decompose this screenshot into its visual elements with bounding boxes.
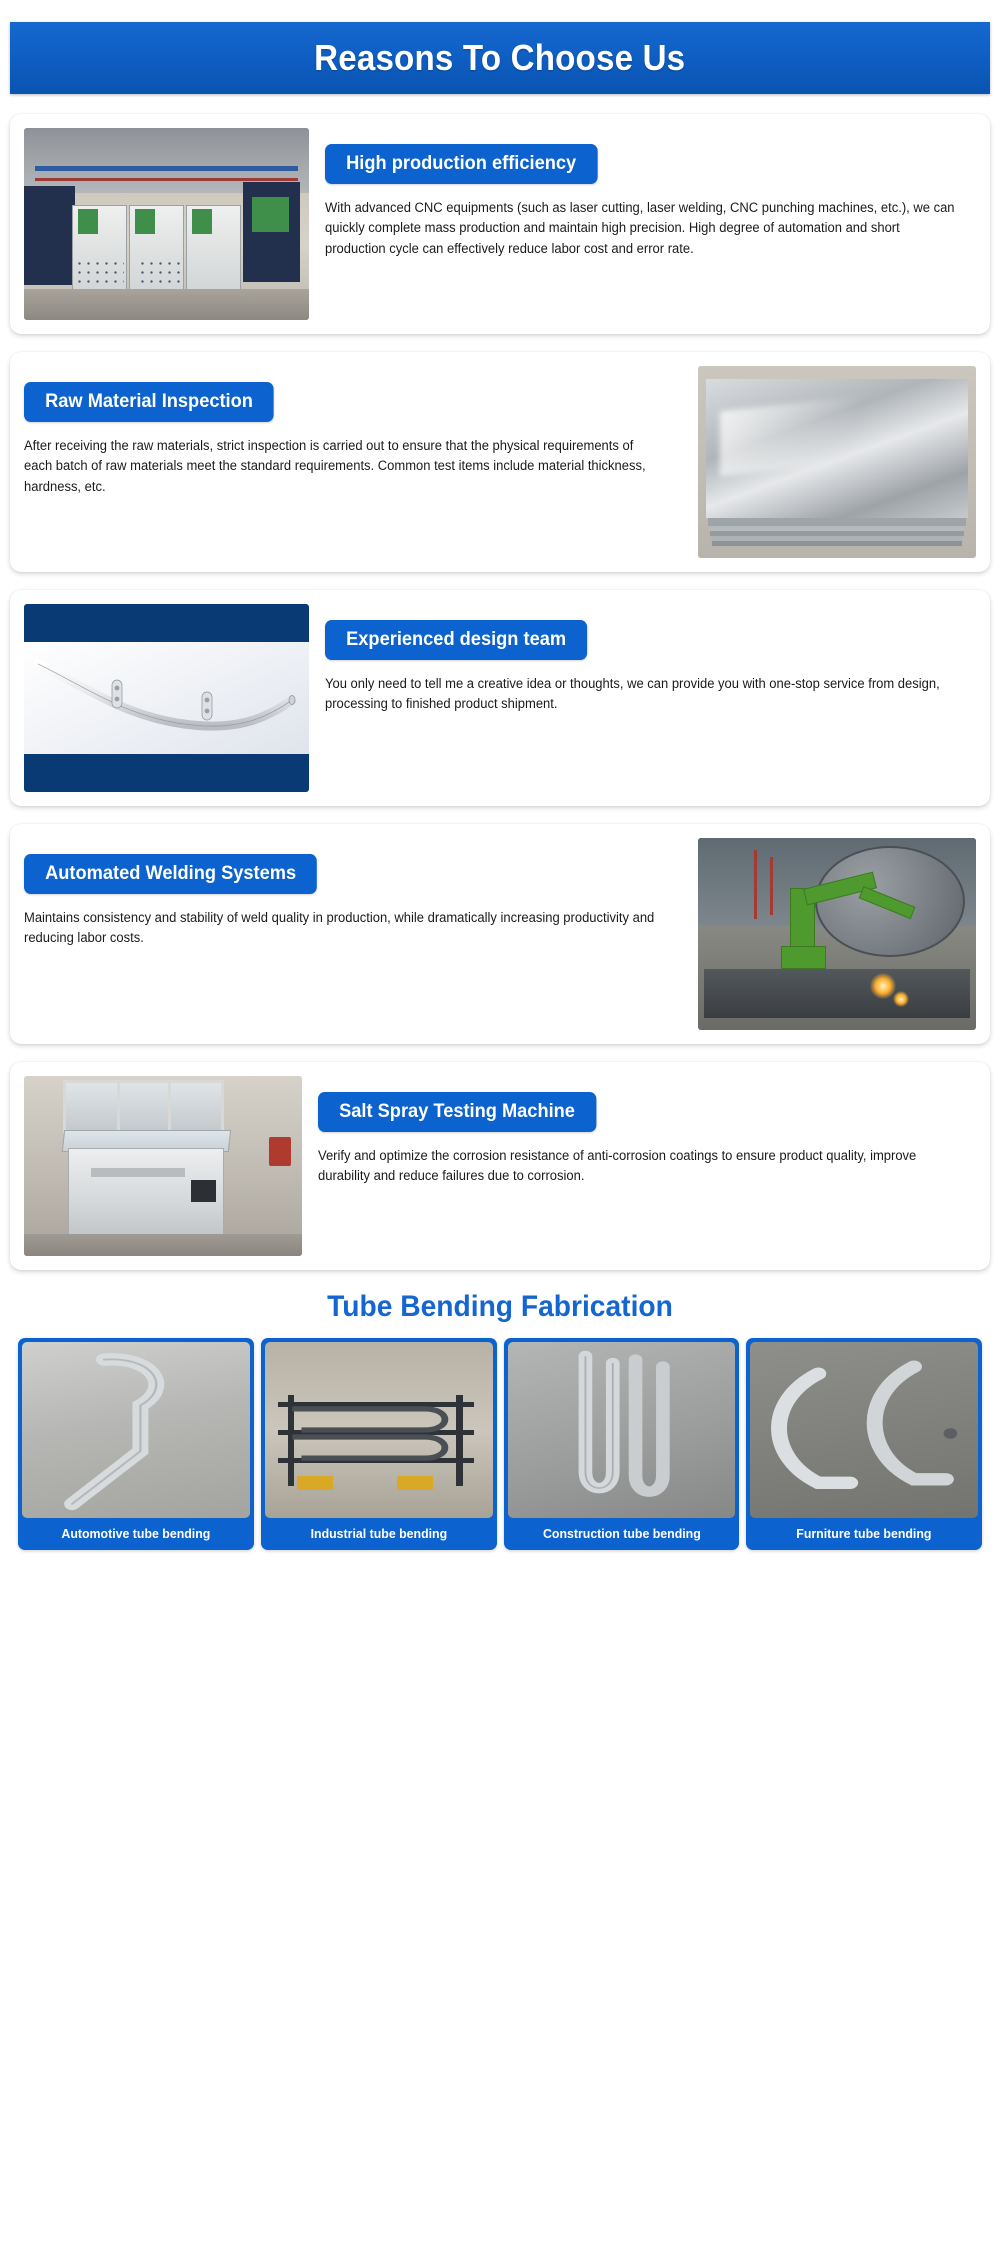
feature-description: After receiving the raw materials, strict inspection is carried out to ensure that the physical requirements of each batch of raw materials meet the standard requirements. Common test items include material thickness, hardness, etc.	[24, 438, 646, 494]
gallery-item[interactable]	[746, 1338, 982, 1550]
industrial-bent-tube-rack-photo	[265, 1342, 493, 1518]
gallery-item-caption: Automotive tube bending	[61, 1526, 211, 1541]
feature-card-experienced-design-team	[10, 590, 990, 806]
feature-card-automated-welding-systems	[10, 824, 990, 1044]
feature-card-body	[318, 1076, 976, 1187]
feature-title-badge: Automated Welding Systems	[24, 854, 317, 894]
cnc-production-line-photo	[24, 128, 309, 320]
construction-bent-tube-photo	[508, 1342, 736, 1518]
feature-title-badge: Salt Spray Testing Machine	[318, 1092, 596, 1132]
feature-card-body	[24, 366, 682, 497]
page-title: Reasons To Choose Us	[314, 37, 686, 78]
robotic-welding-cell-photo	[698, 838, 976, 1030]
page-banner	[10, 22, 990, 94]
gallery-item[interactable]	[18, 1338, 254, 1550]
feature-card-raw-material-inspection	[10, 352, 990, 572]
stainless-steel-sheets-photo	[698, 366, 976, 558]
feature-card-high-production-efficiency	[10, 114, 990, 334]
automotive-bent-tube-photo	[22, 1342, 250, 1518]
feature-title-badge: Experienced design team	[325, 620, 587, 660]
feature-title-badge: Raw Material Inspection	[24, 382, 274, 422]
gallery-item[interactable]	[261, 1338, 497, 1550]
feature-description: You only need to tell me a creative idea or thoughts, we can provide you with one-stop service from design, processing to finished product shipment.	[325, 676, 940, 712]
gallery-item[interactable]	[504, 1338, 740, 1550]
product-feature-page	[0, 22, 1000, 1560]
feature-card-body	[24, 838, 682, 949]
feature-description: With advanced CNC equipments (such as laser cutting, laser welding, CNC punching machines, etc.), we can quickly complete mass production and maintain high precision. High degree of automation and short production cycle can effectively reduce labor cost and error rate.	[325, 200, 955, 256]
gallery-item-caption: Construction tube bending	[542, 1526, 701, 1541]
furniture-bent-tube-photo	[750, 1342, 978, 1518]
gallery-item-caption: Industrial tube bending	[310, 1526, 447, 1541]
feature-description: Maintains consistency and stability of weld quality in production, while dramatically increasing productivity and reducing labor costs.	[24, 910, 655, 946]
tube-bending-gallery	[10, 1338, 990, 1560]
feature-title-badge: High production efficiency	[325, 144, 597, 184]
salt-spray-test-chamber-photo	[24, 1076, 302, 1256]
gallery-title: Tube Bending Fabrication	[327, 1290, 673, 1323]
cad-bent-tube-drawing	[24, 604, 309, 792]
feature-card-salt-spray-testing-machine	[10, 1062, 990, 1270]
gallery-item-caption: Furniture tube bending	[796, 1526, 932, 1541]
feature-card-body	[325, 128, 976, 259]
feature-card-body	[325, 604, 976, 715]
feature-description: Verify and optimize the corrosion resistance of anti-corrosion coatings to ensure product quality, improve durability and reduce failures due to corrosion.	[318, 1148, 917, 1184]
